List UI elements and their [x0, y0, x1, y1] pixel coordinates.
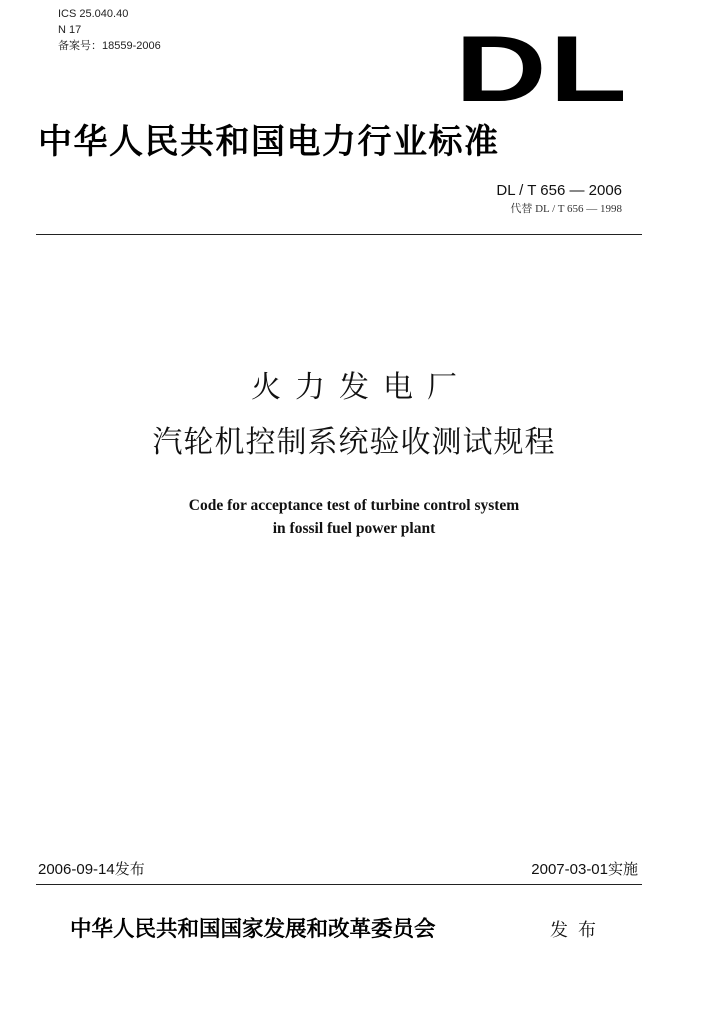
- implementation-date: 2007-03-01实施: [531, 861, 638, 878]
- english-title-line-2: in fossil fuel power plant: [272, 520, 436, 537]
- issue-date: 2006-09-14发布: [38, 861, 145, 878]
- filing-number: 备案号：18559-2006: [58, 40, 161, 52]
- english-title: [0, 494, 708, 540]
- dl-logo: DL: [455, 16, 630, 121]
- chinese-title-line-2: 汽轮机控制系统验收测试规程: [152, 425, 556, 460]
- top-divider: [36, 234, 642, 235]
- classification-code: N 17: [58, 24, 82, 36]
- document-metadata: [58, 6, 161, 54]
- replaces-standard: 代替 DL / T 656 — 1998: [510, 203, 622, 215]
- publisher-name: 中华人民共和国国家发展和改革委员会: [70, 917, 436, 942]
- publish-label: 发布: [550, 920, 606, 941]
- ics-code: ICS 25.040.40: [58, 8, 129, 20]
- english-title-line-1: Code for acceptance test of turbine control system: [188, 497, 520, 514]
- standard-type-heading: 中华人民共和国电力行业标准: [38, 122, 500, 162]
- bottom-divider: [36, 884, 642, 885]
- chinese-title-line-1: 火力发电厂: [251, 370, 471, 405]
- standard-number: DL / T 656 — 2006: [496, 182, 622, 199]
